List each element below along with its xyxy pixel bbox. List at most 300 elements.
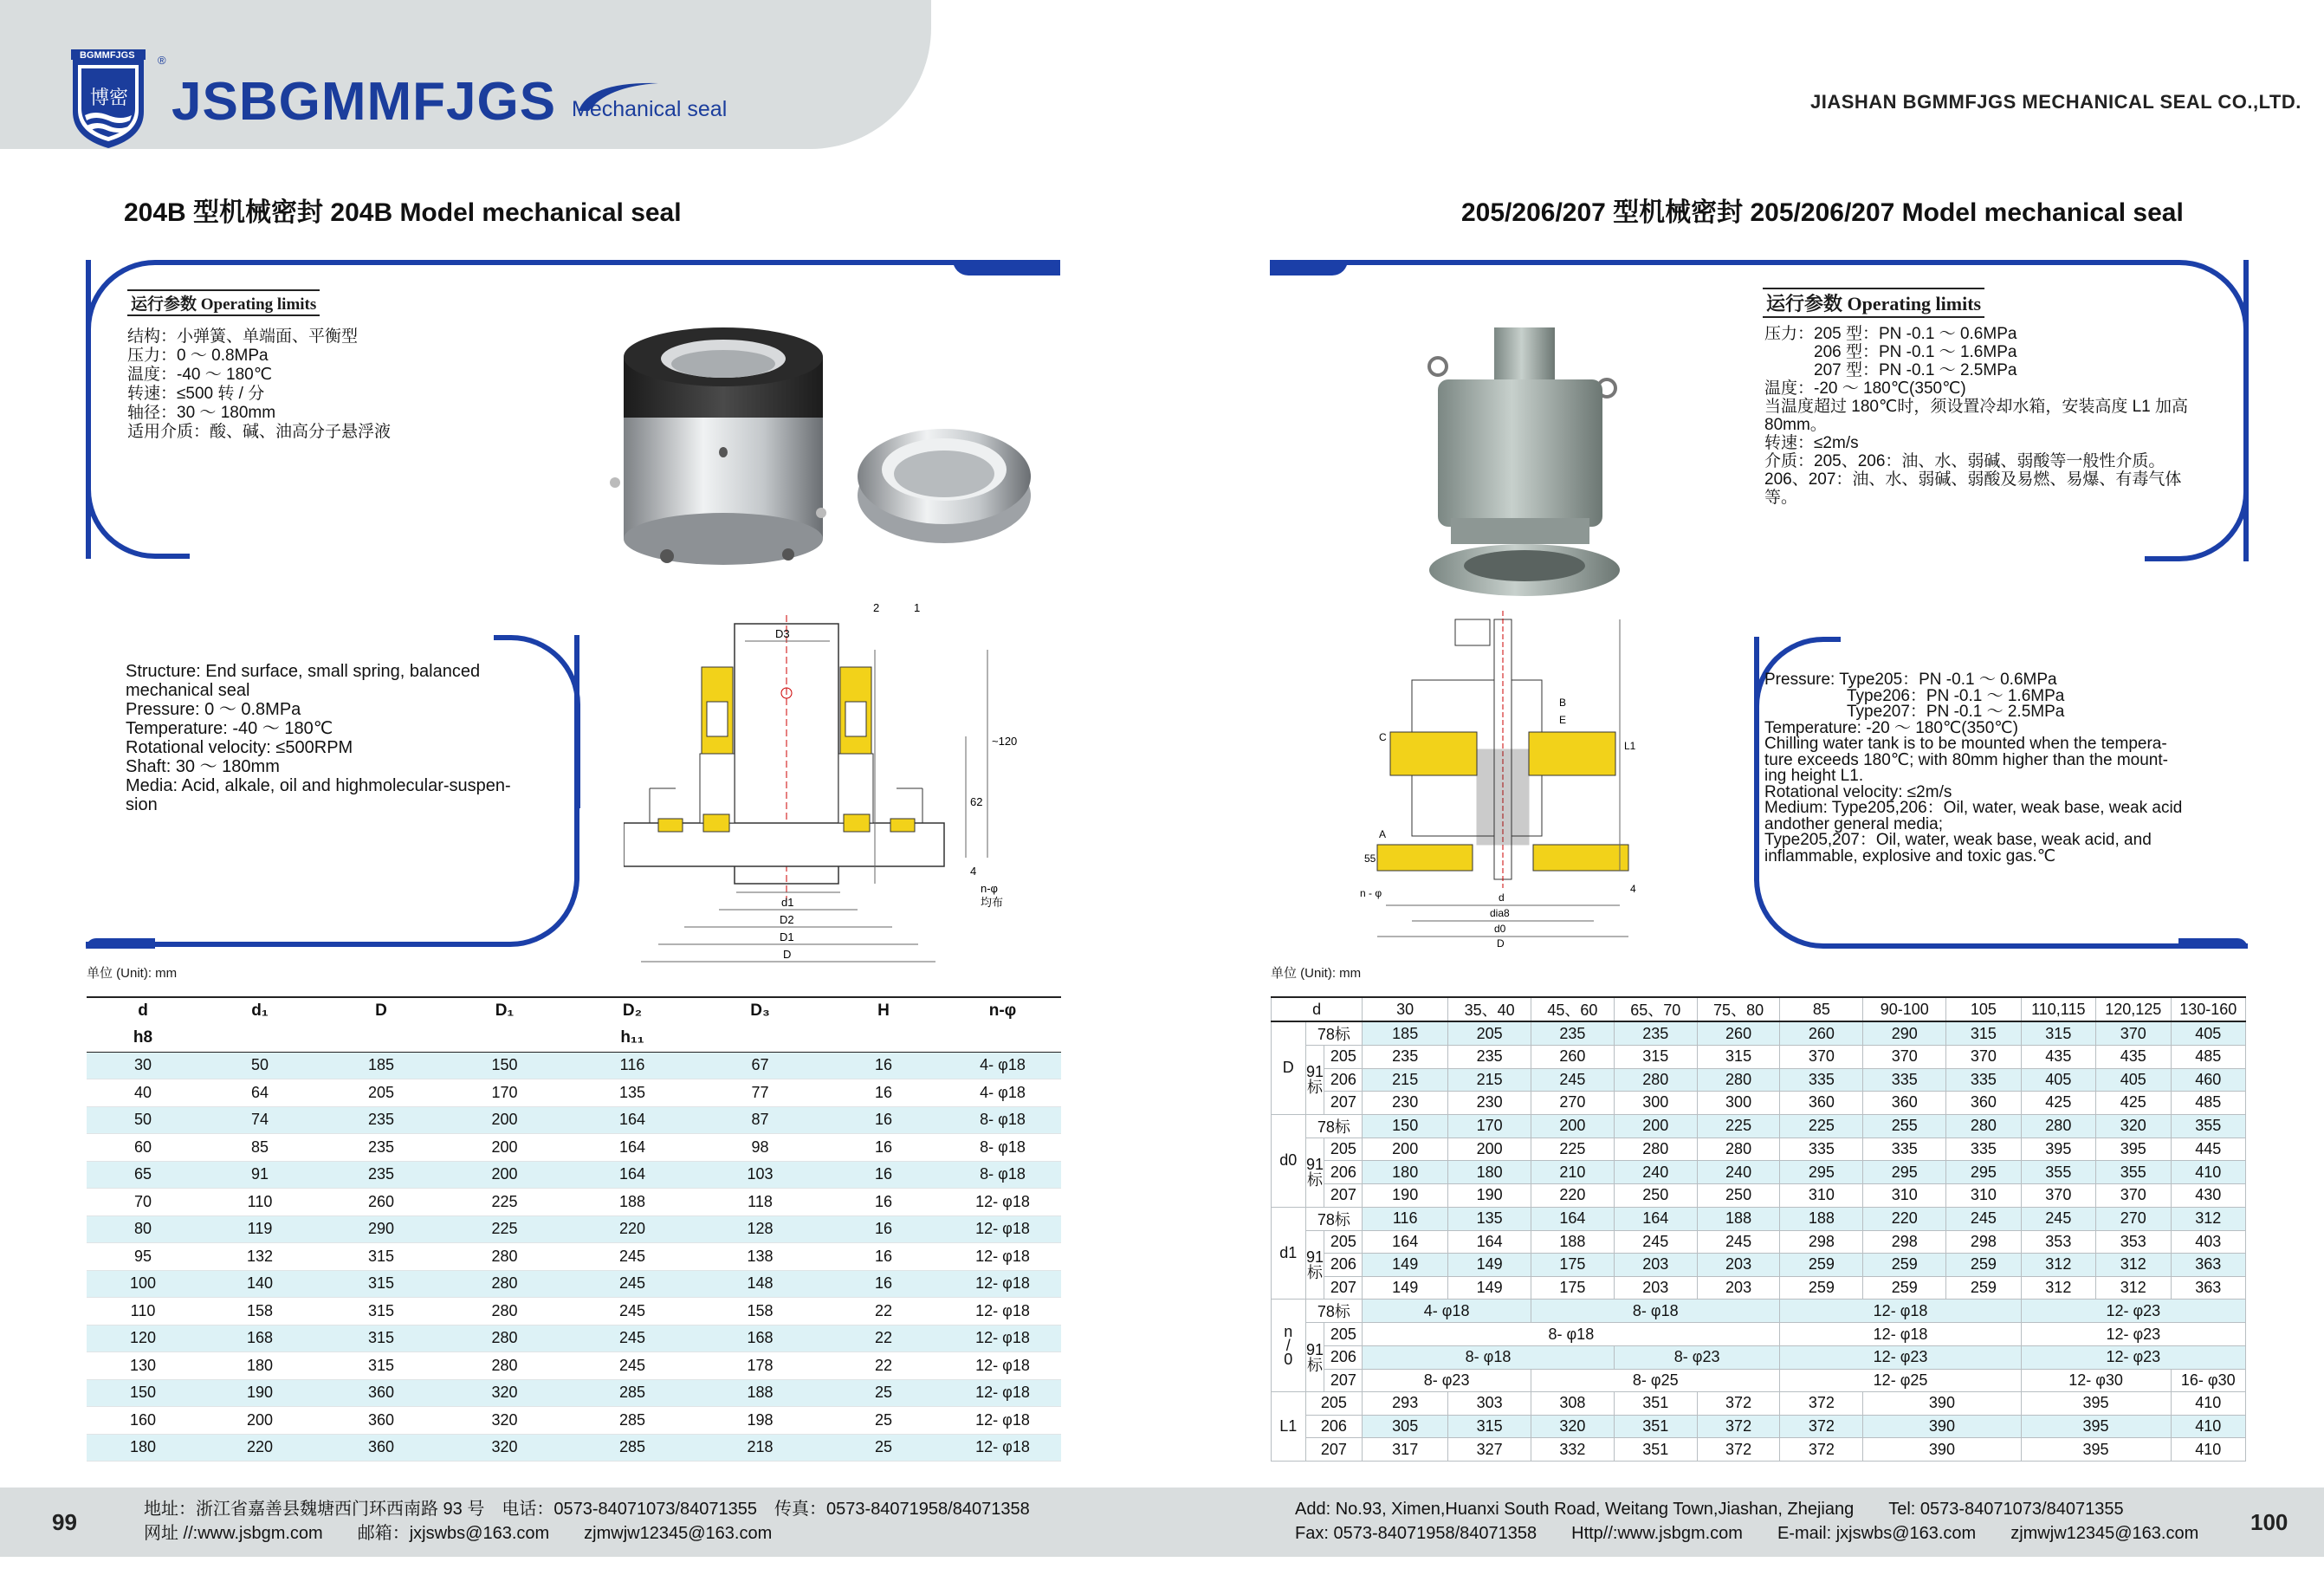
table-cell: 25 — [823, 1379, 944, 1407]
table-cell: 395 — [2021, 1138, 2095, 1161]
en-spec-line: Media: Acid, alkale, oil and highmolecular-suspen- — [126, 776, 511, 795]
cn-spec-line: 当温度超过 180℃时，须设置冷却水箱，安装高度 L1 加高 — [1764, 398, 2189, 416]
table-cell: 16 — [823, 1161, 944, 1189]
table-cell: 360 — [320, 1407, 442, 1435]
table-cell: 280 — [1697, 1068, 1780, 1092]
table-cell: 298 — [1780, 1230, 1863, 1254]
table-cell: 260 — [1697, 1021, 1780, 1046]
cn-spec-line: 转速：≤500 转 / 分 — [127, 385, 265, 403]
drawing-label-cb: 均布 — [981, 896, 1004, 909]
right-dimension-table — [1271, 996, 2246, 1462]
table-cell: 149 — [1448, 1276, 1531, 1300]
cn-spec-line: 207 型：PN -0.1 ～ 2.5MPa — [1764, 361, 2017, 379]
drawing-205 — [1360, 611, 1646, 949]
table-cell: 335 — [1863, 1138, 1946, 1161]
table-cell: 178 — [697, 1352, 823, 1380]
table-cell: 390 — [1863, 1415, 2021, 1438]
table-cell: 355 — [2096, 1161, 2171, 1184]
table-cell: 158 — [697, 1298, 823, 1325]
drawing-label-D: D — [783, 948, 792, 961]
table-cell: 16 — [823, 1106, 944, 1134]
footer-line: Fax: 0573-84071958/84071358 Http//:www.jsbgm.com E-mail: jxjswbs@163.com zjmwjw12345@163.com — [1295, 1524, 2199, 1543]
table-cell: 405 — [2021, 1068, 2095, 1092]
table-cell: 16 — [823, 1134, 944, 1162]
table-cell: 128 — [697, 1215, 823, 1243]
header-cell — [320, 1025, 442, 1053]
table-cell: 205 — [320, 1079, 442, 1107]
table-cell: 12- φ18 — [944, 1298, 1061, 1325]
table-cell: 410 — [2171, 1161, 2246, 1184]
table-cell: 315 — [1448, 1415, 1531, 1438]
table-cell: 315 — [320, 1325, 442, 1352]
table-cell: 370 — [2096, 1183, 2171, 1207]
table-cell: 168 — [697, 1325, 823, 1352]
table-cell: 16 — [823, 1243, 944, 1271]
table-cell: 60 — [87, 1134, 199, 1162]
en-spec-line: sion — [126, 795, 158, 814]
table-cell: 285 — [567, 1407, 697, 1435]
table-row — [1272, 1161, 2246, 1184]
table-cell: 430 — [2171, 1183, 2246, 1207]
table-row — [1272, 1415, 2246, 1438]
table-cell: 16- φ30 — [2171, 1369, 2246, 1392]
table-cell: 95 — [87, 1243, 199, 1271]
table-row — [87, 1270, 1061, 1298]
table-cell: 65 — [87, 1161, 199, 1189]
drawing-label-a: A — [1379, 828, 1387, 840]
table-cell: 67 — [697, 1052, 823, 1079]
table-row — [1272, 1021, 2246, 1046]
table-cell: 130 — [87, 1352, 199, 1380]
table-row — [87, 1379, 1061, 1407]
table-cell: 200 — [442, 1134, 567, 1162]
header-cell — [944, 1025, 1061, 1053]
table-cell: 50 — [87, 1106, 199, 1134]
cn-spec-line: 转速：≤2m/s — [1764, 434, 1859, 452]
row-type-label: 207 — [1324, 1276, 1363, 1300]
cn-spec-line: 压力：0 ～ 0.8MPa — [127, 347, 269, 365]
left-limits-label: 运行参数 Operating limits — [127, 289, 320, 316]
en-spec-line: ing height L1. — [1764, 767, 1864, 785]
cn-spec-line: 温度：-40 ～ 180℃ — [127, 366, 273, 384]
table-cell: 135 — [567, 1079, 697, 1107]
table-cell: 290 — [1863, 1021, 1946, 1046]
row-type-label: 205 — [1324, 1323, 1363, 1346]
cn-spec-line: 等。 — [1764, 489, 1798, 507]
table-cell: 180 — [1448, 1161, 1531, 1184]
header-cell: H — [823, 997, 944, 1025]
table-cell: 203 — [1614, 1254, 1697, 1277]
table-cell: 8- φ18 — [1363, 1323, 1780, 1346]
table-cell: 312 — [2021, 1276, 2095, 1300]
table-cell: 245 — [1697, 1230, 1780, 1254]
drawing-label-h62: 62 — [970, 795, 983, 808]
drawing-label-L1: L1 — [1624, 740, 1636, 752]
table-cell: 12- φ23 — [2021, 1345, 2245, 1369]
brand-name: JSBGMMFJGS — [172, 72, 557, 132]
drawing-label-2: 2 — [873, 601, 880, 614]
table-cell: 303 — [1448, 1392, 1531, 1416]
table-cell: 40 — [87, 1079, 199, 1107]
table-cell: 220 — [199, 1434, 320, 1462]
table-row — [1272, 997, 2246, 1021]
table-cell: 298 — [1946, 1230, 2021, 1254]
table-cell: 425 — [2096, 1092, 2171, 1115]
table-cell: 410 — [2171, 1392, 2246, 1416]
table-cell: 370 — [2021, 1183, 2095, 1207]
left-footer-contact — [144, 1497, 1030, 1546]
drawing-label-d2: D2 — [780, 913, 794, 926]
row-type-label: 205 — [1324, 1046, 1363, 1069]
footer-line: 网址 //:www.jsbgm.com 邮箱：jxjswbs@163.com zjmwjw12345@163.com — [144, 1524, 773, 1543]
table-cell: 200 — [1531, 1114, 1615, 1138]
table-cell: 164 — [1531, 1207, 1615, 1230]
table-cell: 8- φ23 — [1363, 1369, 1531, 1392]
row-type-label: 205 — [1324, 1138, 1363, 1161]
table-cell: 160 — [87, 1407, 199, 1435]
table-cell: 100 — [87, 1270, 199, 1298]
brand-subtitle: Mechanical seal — [572, 97, 728, 121]
table-cell: 203 — [1697, 1254, 1780, 1277]
table-cell: 285 — [567, 1379, 697, 1407]
table-cell: 235 — [320, 1161, 442, 1189]
table-cell: 64 — [199, 1079, 320, 1107]
table-cell: 132 — [199, 1243, 320, 1271]
row-type-label: 206 — [1305, 1415, 1363, 1438]
table-cell: 220 — [1531, 1183, 1615, 1207]
table-cell: 12- φ18 — [944, 1243, 1061, 1271]
table-row — [87, 1106, 1061, 1134]
table-cell: 315 — [320, 1352, 442, 1380]
table-row — [1272, 1323, 2246, 1346]
en-spec-line: andother general media; — [1764, 814, 1943, 833]
table-cell: 312 — [2021, 1254, 2095, 1277]
table-cell: 235 — [1448, 1046, 1531, 1069]
table-cell: 280 — [1946, 1114, 2021, 1138]
table-cell: 355 — [2171, 1114, 2246, 1138]
table-cell: 245 — [567, 1270, 697, 1298]
table-cell: 80 — [87, 1215, 199, 1243]
table-cell: 188 — [1531, 1230, 1615, 1254]
table-cell: 180 — [87, 1434, 199, 1462]
table-cell: 285 — [567, 1434, 697, 1462]
table-cell: 395 — [2021, 1392, 2171, 1416]
table-cell: 158 — [199, 1298, 320, 1325]
table-cell: 320 — [442, 1379, 567, 1407]
header-cell: D₁ — [442, 997, 567, 1025]
table-cell: 255 — [1863, 1114, 1946, 1138]
header-cell: 90-100 — [1863, 997, 1946, 1021]
table-cell: 312 — [2096, 1254, 2171, 1277]
table-cell: 372 — [1697, 1392, 1780, 1416]
table-row — [87, 1215, 1061, 1243]
row-sub-label: 91 标 — [1305, 1230, 1324, 1300]
table-cell: 16 — [823, 1215, 944, 1243]
en-spec-line: Rotational velocity: ≤500RPM — [126, 738, 353, 757]
table-cell: 164 — [567, 1106, 697, 1134]
header-cell — [823, 1025, 944, 1053]
row-sub-label: 78标 — [1305, 1021, 1363, 1046]
table-cell: 280 — [442, 1352, 567, 1380]
table-cell: 317 — [1363, 1438, 1448, 1462]
table-cell: 245 — [2021, 1207, 2095, 1230]
drawing-label-D: D — [1497, 937, 1505, 949]
left-frame-bottom-tab — [86, 938, 155, 949]
table-cell: 185 — [1363, 1021, 1448, 1046]
table-cell: 235 — [1363, 1046, 1448, 1069]
en-spec-line: Temperature: -40 ～ 180℃ — [126, 719, 333, 738]
table-cell: 370 — [1946, 1046, 2021, 1069]
table-cell: 280 — [1697, 1138, 1780, 1161]
table-cell: 8- φ18 — [1363, 1345, 1615, 1369]
table-cell: 320 — [442, 1434, 567, 1462]
en-spec-line: Pressure: Type205：PN -0.1 ～ 0.6MPa — [1764, 671, 2057, 689]
table-cell: 370 — [1863, 1046, 1946, 1069]
en-spec-line: Pressure: 0 ～ 0.8MPa — [126, 700, 301, 719]
drawing-label-dia8: dia8 — [1490, 907, 1510, 919]
table-cell: 12- φ18 — [944, 1189, 1061, 1216]
row-type-label: 206 — [1324, 1254, 1363, 1277]
table-cell: 300 — [1614, 1092, 1697, 1115]
left-page-number: 99 — [52, 1509, 77, 1535]
table-cell: 190 — [1363, 1183, 1448, 1207]
table-cell: 310 — [1780, 1183, 1863, 1207]
table-cell: 16 — [823, 1052, 944, 1079]
table-cell: 353 — [2096, 1230, 2171, 1254]
table-cell: 370 — [1780, 1046, 1863, 1069]
cn-spec-line: 介质：205、206：油、水、弱碱、弱酸等一般性介质。 — [1764, 452, 2165, 470]
table-cell: 12- φ18 — [944, 1270, 1061, 1298]
table-cell: 320 — [442, 1407, 567, 1435]
table-cell: 70 — [87, 1189, 199, 1216]
table-cell: 16 — [823, 1270, 944, 1298]
table-row — [1272, 1369, 2246, 1392]
table-cell: 4- φ18 — [1363, 1300, 1531, 1323]
header-cell — [442, 1025, 567, 1053]
table-row — [87, 1079, 1061, 1107]
table-cell: 8- φ18 — [1531, 1300, 1780, 1323]
table-cell: 245 — [567, 1298, 697, 1325]
table-cell: 270 — [2096, 1207, 2171, 1230]
table-cell: 225 — [1531, 1138, 1615, 1161]
table-cell: 170 — [1448, 1114, 1531, 1138]
cn-spec-line: 结构：小弹簧、单端面、平衡型 — [127, 327, 359, 346]
table-row — [1272, 1438, 2246, 1462]
row-type-label: 207 — [1305, 1438, 1363, 1462]
table-cell: 259 — [1780, 1254, 1863, 1277]
table-cell: 295 — [1780, 1161, 1863, 1184]
right-footer-contact — [1295, 1497, 2198, 1546]
table-cell: 308 — [1531, 1392, 1615, 1416]
right-page-number: 100 — [2250, 1509, 2288, 1535]
table-cell: 25 — [823, 1434, 944, 1462]
drawing-label-d: d — [1499, 891, 1505, 904]
table-cell: 16 — [823, 1079, 944, 1107]
header-cell: D — [320, 997, 442, 1025]
table-cell: 220 — [1863, 1207, 1946, 1230]
table-cell: 150 — [442, 1052, 567, 1079]
table-row — [1272, 1046, 2246, 1069]
table-cell: 395 — [2021, 1415, 2171, 1438]
right-unit: 单位 (Unit): mm — [1271, 966, 1362, 981]
table-cell: 235 — [320, 1134, 442, 1162]
table-cell: 8- φ23 — [1614, 1345, 1780, 1369]
table-cell: 22 — [823, 1325, 944, 1352]
table-cell: 295 — [1946, 1161, 2021, 1184]
table-cell: 175 — [1531, 1254, 1615, 1277]
cn-spec-line: 适用介质：酸、碱、油高分子悬浮液 — [127, 423, 392, 441]
row-type-label: 205 — [1305, 1392, 1363, 1416]
table-cell: 310 — [1863, 1183, 1946, 1207]
table-cell: 180 — [199, 1352, 320, 1380]
table-cell: 148 — [697, 1270, 823, 1298]
table-cell: 12- φ30 — [2021, 1369, 2171, 1392]
table-cell: 372 — [1697, 1438, 1780, 1462]
en-spec-line: inflammable, explosive and toxic gas.℃ — [1764, 846, 2056, 865]
table-row — [87, 1325, 1061, 1352]
row-sub-label: 91 标 — [1305, 1138, 1324, 1207]
row-type-label: 206 — [1324, 1161, 1363, 1184]
table-cell: 225 — [442, 1189, 567, 1216]
table-cell: 91 — [199, 1161, 320, 1189]
table-cell: 315 — [1614, 1046, 1697, 1069]
registered-mark: ® — [158, 54, 166, 67]
table-cell: 180 — [1363, 1161, 1448, 1184]
en-spec-line: mechanical seal — [126, 681, 250, 700]
table-cell: 372 — [1780, 1415, 1863, 1438]
table-cell: 12- φ23 — [2021, 1323, 2245, 1346]
table-cell: 259 — [1863, 1276, 1946, 1300]
table-cell: 110 — [199, 1189, 320, 1216]
table-row — [1272, 1276, 2246, 1300]
table-row — [1272, 1207, 2246, 1230]
logo-ring-text: BGMMFJGS — [80, 50, 135, 61]
cn-spec-line: 轴径：30 ～ 180mm — [127, 404, 276, 422]
table-cell: 4- φ18 — [944, 1052, 1061, 1079]
table-cell: 370 — [2096, 1021, 2171, 1046]
en-spec-line: Rotational velocity: ≤2m/s — [1764, 782, 1952, 801]
table-cell: 235 — [1531, 1021, 1615, 1046]
drawing-label-n-phi: n-φ — [981, 882, 998, 895]
table-row — [1272, 1183, 2246, 1207]
table-cell: 245 — [1946, 1207, 2021, 1230]
right-limits-label: 运行参数 Operating limits — [1763, 288, 1984, 318]
table-cell: 260 — [1780, 1021, 1863, 1046]
footer-line: Add: No.93, Ximen,Huanxi South Road, Weitang Town,Jiashan, Zhejiang Tel: 0573-84071073/84071355 — [1295, 1500, 2124, 1519]
cn-spec-line: 温度：-20 ～ 180℃(350℃) — [1764, 379, 1966, 398]
table-cell: 135 — [1448, 1207, 1531, 1230]
table-cell: 8- φ18 — [944, 1161, 1061, 1189]
table-cell: 103 — [697, 1161, 823, 1189]
drawing-label-h4: 4 — [1630, 883, 1636, 895]
table-cell: 200 — [442, 1106, 567, 1134]
en-spec-line: ture exceeds 180℃; with 80mm higher than the mount- — [1764, 750, 2168, 769]
table-cell: 280 — [442, 1298, 567, 1325]
table-cell: 12- φ18 — [944, 1352, 1061, 1380]
table-cell: 335 — [1780, 1068, 1863, 1092]
table-cell: 16 — [823, 1189, 944, 1216]
table-cell: 245 — [567, 1325, 697, 1352]
table-cell: 351 — [1614, 1438, 1697, 1462]
table-cell: 203 — [1697, 1276, 1780, 1300]
row-group-label: L1 — [1272, 1392, 1306, 1462]
header-cell — [697, 1025, 823, 1053]
table-cell: 218 — [697, 1434, 823, 1462]
table-cell: 259 — [1946, 1254, 2021, 1277]
table-cell: 164 — [1448, 1230, 1531, 1254]
header-cell: 75、80 — [1697, 997, 1780, 1021]
table-cell: 164 — [1614, 1207, 1697, 1230]
table-cell: 410 — [2171, 1415, 2246, 1438]
row-type-label: 205 — [1324, 1230, 1363, 1254]
table-cell: 435 — [2096, 1046, 2171, 1069]
table-cell: 305 — [1363, 1415, 1448, 1438]
en-spec-line: Chilling water tank is to be mounted when the tempera- — [1764, 735, 2167, 753]
table-cell: 188 — [567, 1189, 697, 1216]
en-spec-line: Temperature: -20 ～ 180℃(350℃) — [1764, 718, 2018, 737]
table-cell: 280 — [442, 1325, 567, 1352]
table-row — [87, 1407, 1061, 1435]
table-cell: 30 — [87, 1052, 199, 1079]
row-group-label: n / 0 — [1272, 1300, 1306, 1392]
table-cell: 335 — [1946, 1138, 2021, 1161]
table-cell: 215 — [1363, 1068, 1448, 1092]
table-cell: 164 — [567, 1161, 697, 1189]
left-en-specs — [126, 662, 576, 814]
table-cell: 360 — [320, 1379, 442, 1407]
table-cell: 190 — [199, 1379, 320, 1407]
table-cell: 300 — [1697, 1092, 1780, 1115]
table-cell: 250 — [1614, 1183, 1697, 1207]
table-cell: 110 — [87, 1298, 199, 1325]
table-cell: 372 — [1780, 1438, 1863, 1462]
en-spec-line: Shaft: 30 ～ 180mm — [126, 757, 280, 776]
left-dimension-table — [87, 996, 1061, 1462]
table-cell: 295 — [1863, 1161, 1946, 1184]
table-cell: 298 — [1863, 1230, 1946, 1254]
header-cell: d — [1272, 997, 1363, 1021]
drawing-204b — [624, 598, 1022, 988]
table-cell: 312 — [2096, 1276, 2171, 1300]
en-spec-line: Type207：PN -0.1 ～ 2.5MPa — [1764, 703, 2065, 721]
left-unit: 单位 (Unit): mm — [87, 966, 178, 981]
table-cell: 315 — [1697, 1046, 1780, 1069]
row-type-label: 206 — [1324, 1345, 1363, 1369]
table-cell: 230 — [1363, 1092, 1448, 1115]
table-cell: 12- φ18 — [944, 1407, 1061, 1435]
table-cell: 360 — [1946, 1092, 2021, 1115]
header-cell: d₁ — [199, 997, 320, 1025]
table-header-row — [87, 1025, 1061, 1053]
table-cell: 353 — [2021, 1230, 2095, 1254]
right-frame-bottom-tab — [2178, 938, 2248, 949]
row-type-label: 207 — [1324, 1369, 1363, 1392]
table-cell: 355 — [2021, 1161, 2095, 1184]
table-cell: 485 — [2171, 1046, 2246, 1069]
table-cell: 116 — [1363, 1207, 1448, 1230]
table-row — [87, 1352, 1061, 1380]
table-cell: 225 — [1697, 1114, 1780, 1138]
table-cell: 85 — [199, 1134, 320, 1162]
table-cell: 395 — [2096, 1138, 2171, 1161]
cn-spec-line: 压力：205 型：PN -0.1 ～ 0.6MPa — [1764, 325, 2017, 343]
drawing-label-h55: 55 — [1364, 852, 1376, 865]
header-cell: 65、70 — [1614, 997, 1697, 1021]
table-cell: 118 — [697, 1189, 823, 1216]
table-cell: 149 — [1448, 1254, 1531, 1277]
table-cell: 390 — [1863, 1392, 2021, 1416]
drawing-label-d3: D3 — [775, 627, 790, 640]
